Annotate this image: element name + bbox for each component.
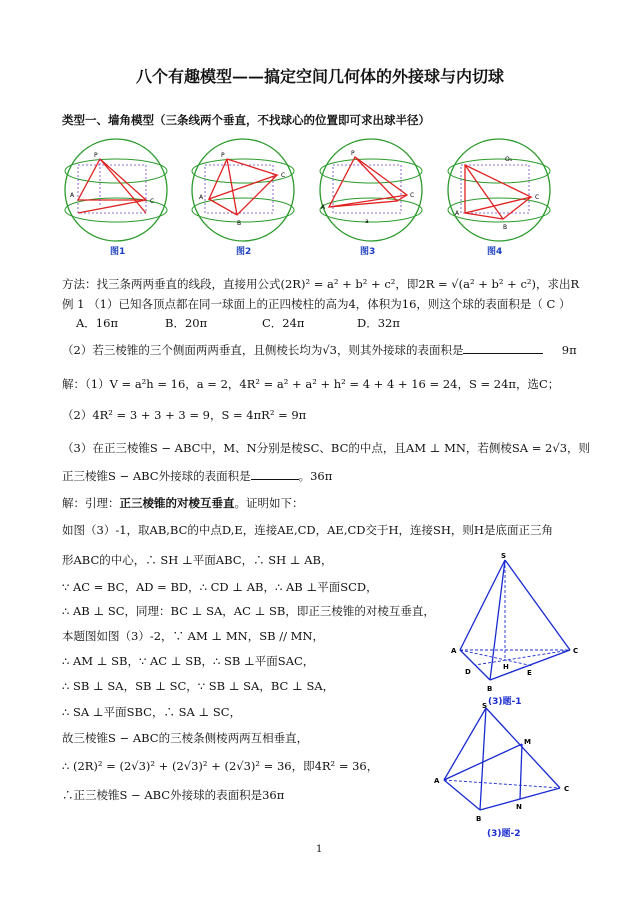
proof-line: 本题图如图（3）-2，∵ AM ⊥ MN，SB // MN， <box>62 629 324 643</box>
svg-text:P: P <box>221 152 225 159</box>
fig32-label-c: C <box>564 785 570 793</box>
svg-text:B: B <box>237 220 242 227</box>
question2-text: （2）若三棱锥的三个侧面两两垂直，且侧棱长均为√3，则其外接球的表面积是 <box>62 343 464 357</box>
example1-question1: 例 1 （1）已知各顶点都在同一球面上的正四棱柱的高为4，体积为16，则这个球的表面积是（ C ） <box>62 297 571 311</box>
svg-text:O₁: O₁ <box>505 156 513 163</box>
proof-intro <box>62 496 304 510</box>
solution-line-1: 解：（1）V = a²h = 16，a = 2，4R² = a² + a² + h² = 4 + 4 + 16 = 24，S = 24π，选C； <box>62 377 560 391</box>
proof-line: ∴ AM ⊥ SB，∵ AC ⊥ SB，∴ SB ⊥平面SAC， <box>62 654 315 668</box>
svg-text:B: B <box>503 224 508 231</box>
fig32-label-a: A <box>434 777 440 785</box>
svg-text:C: C <box>281 172 286 179</box>
figure-2-caption: 图2 <box>236 247 252 257</box>
figure-3-1-caption: (3)题-1 <box>488 697 522 707</box>
svg-text:C: C <box>410 192 415 199</box>
proof-line: ∴ AB ⊥ SC，同理：BC ⊥ SA，AC ⊥ SB，即正三棱锥的对棱互垂直， <box>62 604 435 618</box>
figure-3-2-diagram <box>430 700 590 830</box>
proof-line: 形ABC的中心，∴ SH ⊥平面ABC，∴ SH ⊥ AB， <box>62 553 333 567</box>
figure-3-diagram <box>315 135 427 245</box>
fig32-label-m: M <box>524 738 531 746</box>
figure-1-diagram <box>60 135 172 245</box>
svg-text:A: A <box>455 210 460 217</box>
figure-4-diagram <box>443 135 555 245</box>
option-d: D．32π <box>357 316 400 330</box>
method-text: 方法：找三条两两垂直的线段，直接用公式(2R)² = a² + b² + c²，即2R = √(a² + b² + c²)，求出R <box>62 277 580 291</box>
figure-3-2-caption: (3)题-2 <box>487 829 521 839</box>
fig31-label-c: C <box>573 647 579 655</box>
figure-1-caption: 图1 <box>110 247 126 257</box>
proof-line: 故三棱锥S − ABC的三棱条侧棱两两互相垂直， <box>62 731 309 745</box>
answer-blank <box>463 342 543 354</box>
question3-line-2 <box>62 468 332 483</box>
svg-text:A: A <box>199 194 204 201</box>
section-heading: 类型一、墙角模型（三条线两个垂直，不找球心的位置即可求出球半径） <box>62 113 430 127</box>
fig31-label-s: S <box>501 552 507 560</box>
proof-intro-prefix: 解：引理： <box>62 496 120 510</box>
figure-2-diagram <box>187 135 299 245</box>
proof-line: ∴ (2R)² = (2√3)² + (2√3)² + (2√3)² = 36，即4R² = 36， <box>62 759 379 773</box>
fig31-label-b: B <box>487 685 493 693</box>
figure-4-caption: 图4 <box>487 247 503 257</box>
fig32-label-b: B <box>476 815 482 823</box>
question2-answer: 9π <box>561 343 577 357</box>
svg-text:A: A <box>70 192 75 199</box>
svg-text:a: a <box>365 218 369 225</box>
question3-answer: 。36π <box>298 469 333 483</box>
fig31-label-d: D <box>465 668 471 676</box>
solution-line-2: （2）4R² = 3 + 3 + 3 = 9，S = 4πR² = 9π <box>62 408 307 422</box>
question3-text: 正三棱锥S − ABC外接球的表面积是 <box>62 469 251 483</box>
fig31-label-a: A <box>451 647 457 655</box>
fig31-label-e: E <box>527 669 532 677</box>
lemma-text: 正三棱锥的对棱互垂直 <box>119 496 235 510</box>
fig31-label-h: H <box>503 663 509 671</box>
proof-intro-suffix: 。证明如下： <box>234 496 304 510</box>
option-b: B．20π <box>165 316 208 330</box>
proof-line: ∵ AC = BC，AD = BD，∴ CD ⊥ AB，∴ AB ⊥平面SCD， <box>62 580 378 594</box>
proof-line: ∴ SB ⊥ SA，SB ⊥ SC，∵ SB ⊥ SA，BC ⊥ SA， <box>62 679 335 693</box>
svg-text:P: P <box>94 152 98 159</box>
fig32-label-n: N <box>516 803 522 811</box>
page-title: 八个有趣模型——搞定空间几何体的外接球与内切球 <box>135 67 504 86</box>
example1-question2 <box>62 342 577 357</box>
svg-text:C: C <box>150 198 155 205</box>
option-a: A．16π <box>76 316 118 330</box>
svg-text:P: P <box>351 150 355 157</box>
proof-line: 如图（3）-1，取AB,BC的中点D,E，连接AE,CD，AE,CD交于H，连接SH，则H是底面正三角 <box>62 523 553 537</box>
page-number: 1 <box>316 844 323 855</box>
question3-line-1: （3）在正三棱锥S − ABC中，M、N分别是棱SC、BC的中点，且AM ⊥ MN，若侧棱SA = 2√3，则 <box>62 441 591 455</box>
svg-text:C: C <box>535 194 540 201</box>
proof-line: ∴ SA ⊥平面SBC，∴ SA ⊥ SC， <box>62 705 242 719</box>
fig32-label-s: S <box>482 702 488 710</box>
option-c: C．24π <box>262 316 305 330</box>
figure-3-1-diagram <box>445 548 595 708</box>
figure-3-caption: 图3 <box>360 247 376 257</box>
proof-line: ∴正三棱锥S − ABC外接球的表面积是36π <box>62 788 285 802</box>
answer-blank-2 <box>251 468 299 480</box>
svg-text:A: A <box>321 204 326 211</box>
